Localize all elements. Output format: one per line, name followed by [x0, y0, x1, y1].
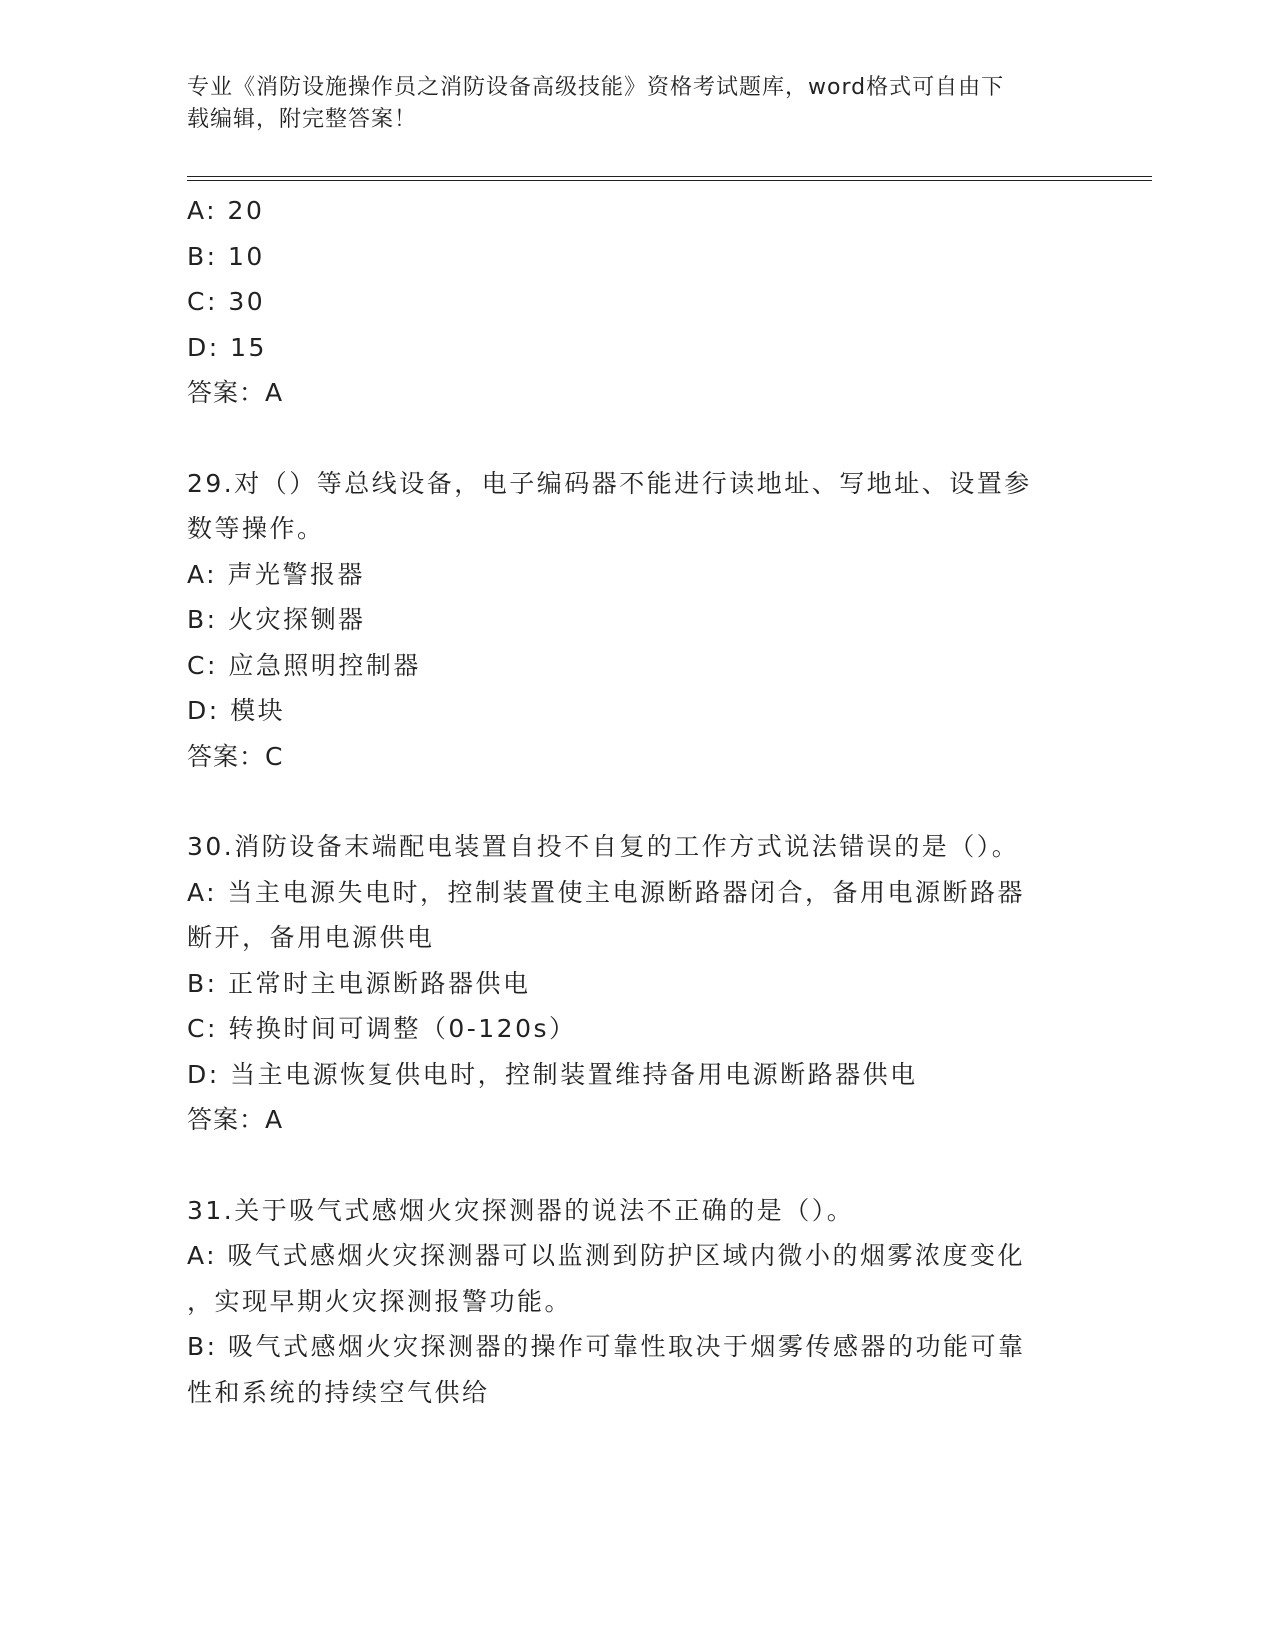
option-b-continued: 性和系统的持续空气供给: [187, 1377, 490, 1407]
option-b: B: 吸气式感烟火灾探测器的操作可靠性取决于烟雾传感器的功能可靠: [187, 1332, 1026, 1361]
question-stem-line: 30.消防设备末端配电装置自投不自复的工作方式说法错误的是（）。: [187, 832, 1020, 861]
option-d: D: 15: [187, 332, 267, 362]
spacer: [187, 1143, 1067, 1188]
question-stem-line: 31.关于吸气式感烟火灾探测器的说法不正确的是（）。: [187, 1195, 855, 1225]
question-29: [187, 461, 1067, 780]
option-a: A: 当主电源失电时，控制装置使主电源断路器闭合，备用电源断路器: [187, 877, 1026, 907]
option-c: C: 30: [187, 287, 266, 316]
option-d: D: 模块: [187, 696, 286, 725]
option-b: B: 火灾探铡器: [187, 605, 366, 634]
spacer: [187, 779, 1067, 824]
option-b: B: 10: [187, 241, 265, 271]
option-a: A: 吸气式感烟火灾探测器可以监测到防护区域内微小的烟雾浓度变化: [187, 1241, 1026, 1270]
option-d: D: 当主电源恢复供电时，控制装置维持备用电源断路器供电: [187, 1059, 918, 1089]
header-line-1: 专业《消防设施操作员之消防设备高级技能》资格考试题库，word格式可自由下: [187, 75, 1005, 100]
option-a-continued: 断开，备用电源供电: [187, 923, 435, 952]
option-c: C: 应急照明控制器: [187, 650, 421, 680]
question-30: [187, 824, 1067, 1143]
question-28-continued: [187, 188, 1067, 416]
question-31: [187, 1188, 1067, 1416]
option-a-continued: ，实现早期火灾探测报警功能。: [187, 1286, 573, 1316]
question-stem-line: 29.对（）等总线设备，电子编码器不能进行读地址、写地址、设置参: [187, 468, 1032, 498]
header-divider: [187, 176, 1152, 181]
document-header: [187, 72, 1067, 136]
answer-line: 答案：A: [187, 378, 284, 407]
answer-line: 答案：A: [187, 1105, 284, 1134]
question-content: [187, 188, 1067, 1415]
option-a: A: 20: [187, 196, 265, 225]
header-line-2: 载编辑，附完整答案！: [187, 107, 418, 132]
option-c: C: 转换时间可调整（0-120s）: [187, 1014, 577, 1043]
question-stem-line: 数等操作。: [187, 514, 325, 543]
option-a: A: 声光警报器: [187, 559, 366, 589]
spacer: [187, 416, 1067, 461]
answer-line: 答案：C: [187, 741, 284, 771]
option-b: B: 正常时主电源断路器供电: [187, 968, 531, 998]
